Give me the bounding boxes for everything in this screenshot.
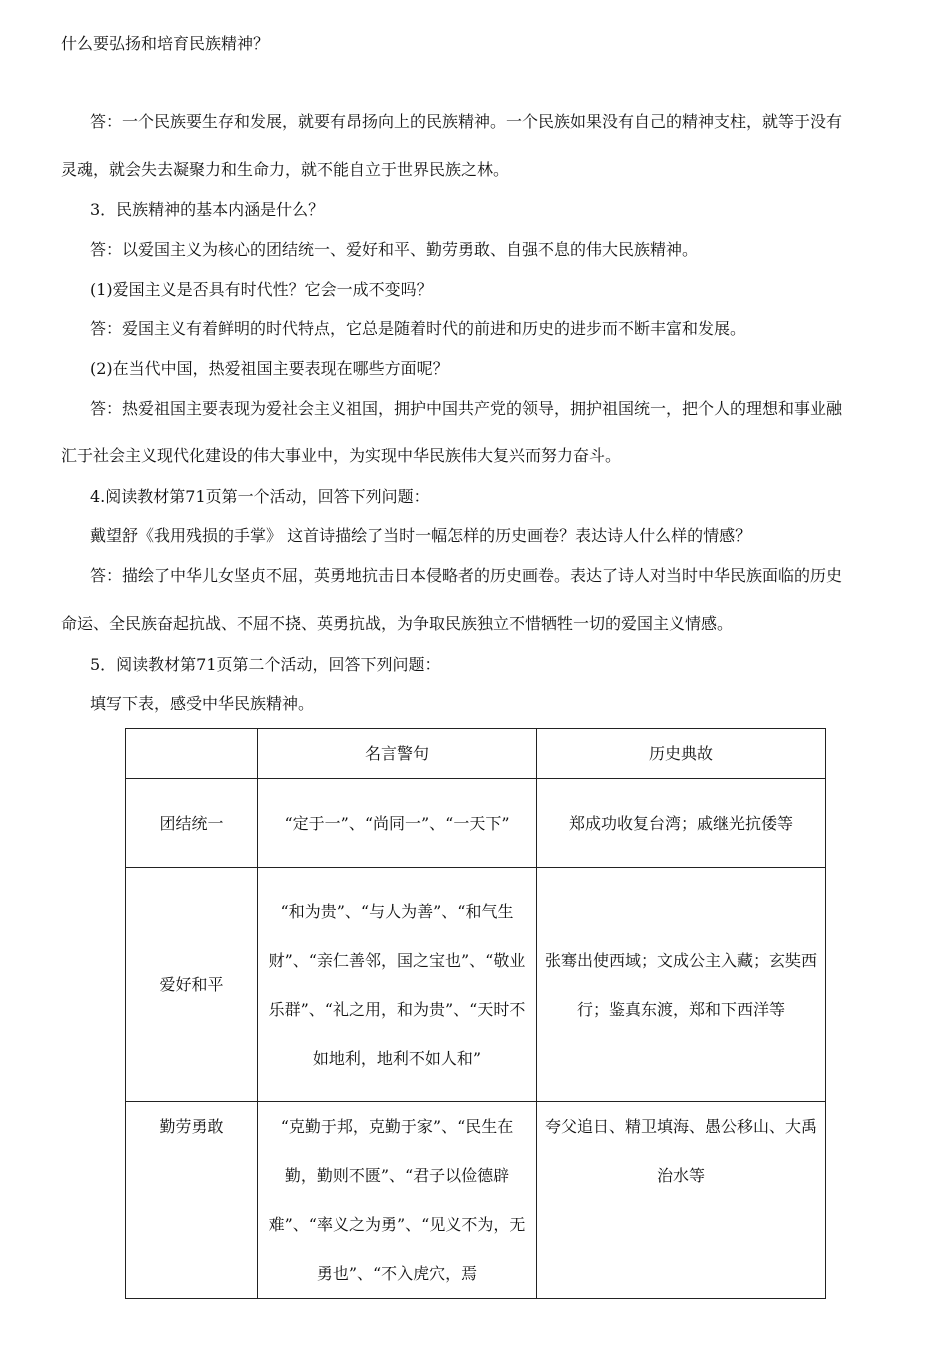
answer-line: 命运、全民族奋起抗战、不屈不挠、英勇抗战，为争取民族独立不惜牺牲一切的爱国主义情感。	[61, 614, 734, 633]
question-4: 4.阅读教材第71页第一个活动，回答下列问题：	[90, 487, 430, 506]
table-row	[126, 1102, 826, 1299]
sub-question-2: (2)在当代中国，热爱祖国主要表现在哪些方面呢？	[90, 359, 449, 378]
answer-line: 答：爱国主义有着鲜明的时代特点，它总是随着时代的前进和历史的进步而不断丰富和发展。	[90, 319, 747, 338]
spirit-table	[125, 728, 826, 1299]
spirit-cell: 团结统一	[126, 779, 258, 868]
question-3: 3．民族精神的基本内涵是什么？	[90, 200, 325, 219]
stories-cell: 郑成功收复台湾；戚继光抗倭等	[537, 779, 826, 868]
sub-question-1: (1)爱国主义是否具有时代性？它会一成不变吗？	[90, 280, 433, 299]
paragraph-line: 什么要弘扬和培育民族精神？	[61, 34, 270, 53]
poem-question: 戴望舒《我用残损的手掌》 这首诗描绘了当时一幅怎样的历史画卷？表达诗人什么样的情感？	[90, 526, 752, 545]
header-cell-stories: 历史典故	[537, 729, 826, 779]
quotes-cell: “克勤于邦，克勤于家”、“民生在勤，勤则不匮”、“君子以俭德辟难”、“率义之为勇”、“见义不为，无勇也”、“不入虎穴，焉	[258, 1102, 537, 1299]
answer-line: 答：一个民族要生存和发展，就要有昂扬向上的民族精神。一个民族如果没有自己的精神支柱，就等于没有	[90, 112, 843, 131]
quotes-cell: “和为贵”、“与人为善”、“和气生财”、“亲仁善邻，国之宝也”、“敬业乐群”、“礼之用，和为贵”、“天时不如地利，地利不如人和”	[258, 868, 537, 1102]
answer-line: 答：以爱国主义为核心的团结统一、爱好和平、勤劳勇敢、自强不息的伟大民族精神。	[90, 240, 699, 259]
spirit-cell: 爱好和平	[126, 868, 258, 1102]
quotes-cell: “定于一”、“尚同一”、“一天下”	[258, 779, 537, 868]
answer-line: 灵魂，就会失去凝聚力和生命力，就不能自立于世界民族之林。	[61, 160, 510, 179]
answer-line: 答：热爱祖国主要表现为爱社会主义祖国，拥护中国共产党的领导，拥护祖国统一，把个人的理想和事业融	[90, 399, 843, 418]
answer-line: 答：描绘了中华儿女坚贞不屈，英勇地抗击日本侵略者的历史画卷。表达了诗人对当时中华民族面临的历史	[90, 566, 843, 585]
table-row	[126, 868, 826, 1102]
stories-cell: 夸父追日、精卫填海、愚公移山、大禹治水等	[537, 1102, 826, 1299]
stories-cell: 张骞出使西域；文成公主入藏；玄奘西行；鉴真东渡，郑和下西洋等	[537, 868, 826, 1102]
header-cell-quotes: 名言警句	[258, 729, 537, 779]
table-header-row	[126, 729, 826, 779]
answer-line: 汇于社会主义现代化建设的伟大事业中，为实现中华民族伟大复兴而努力奋斗。	[61, 446, 622, 465]
question-5: 5．阅读教材第71页第二个活动，回答下列问题：	[90, 655, 441, 674]
spirit-cell: 勤劳勇敢	[126, 1102, 258, 1299]
table-row	[126, 779, 826, 868]
table-instruction: 填写下表，感受中华民族精神。	[90, 694, 315, 713]
header-cell-empty	[126, 729, 258, 779]
